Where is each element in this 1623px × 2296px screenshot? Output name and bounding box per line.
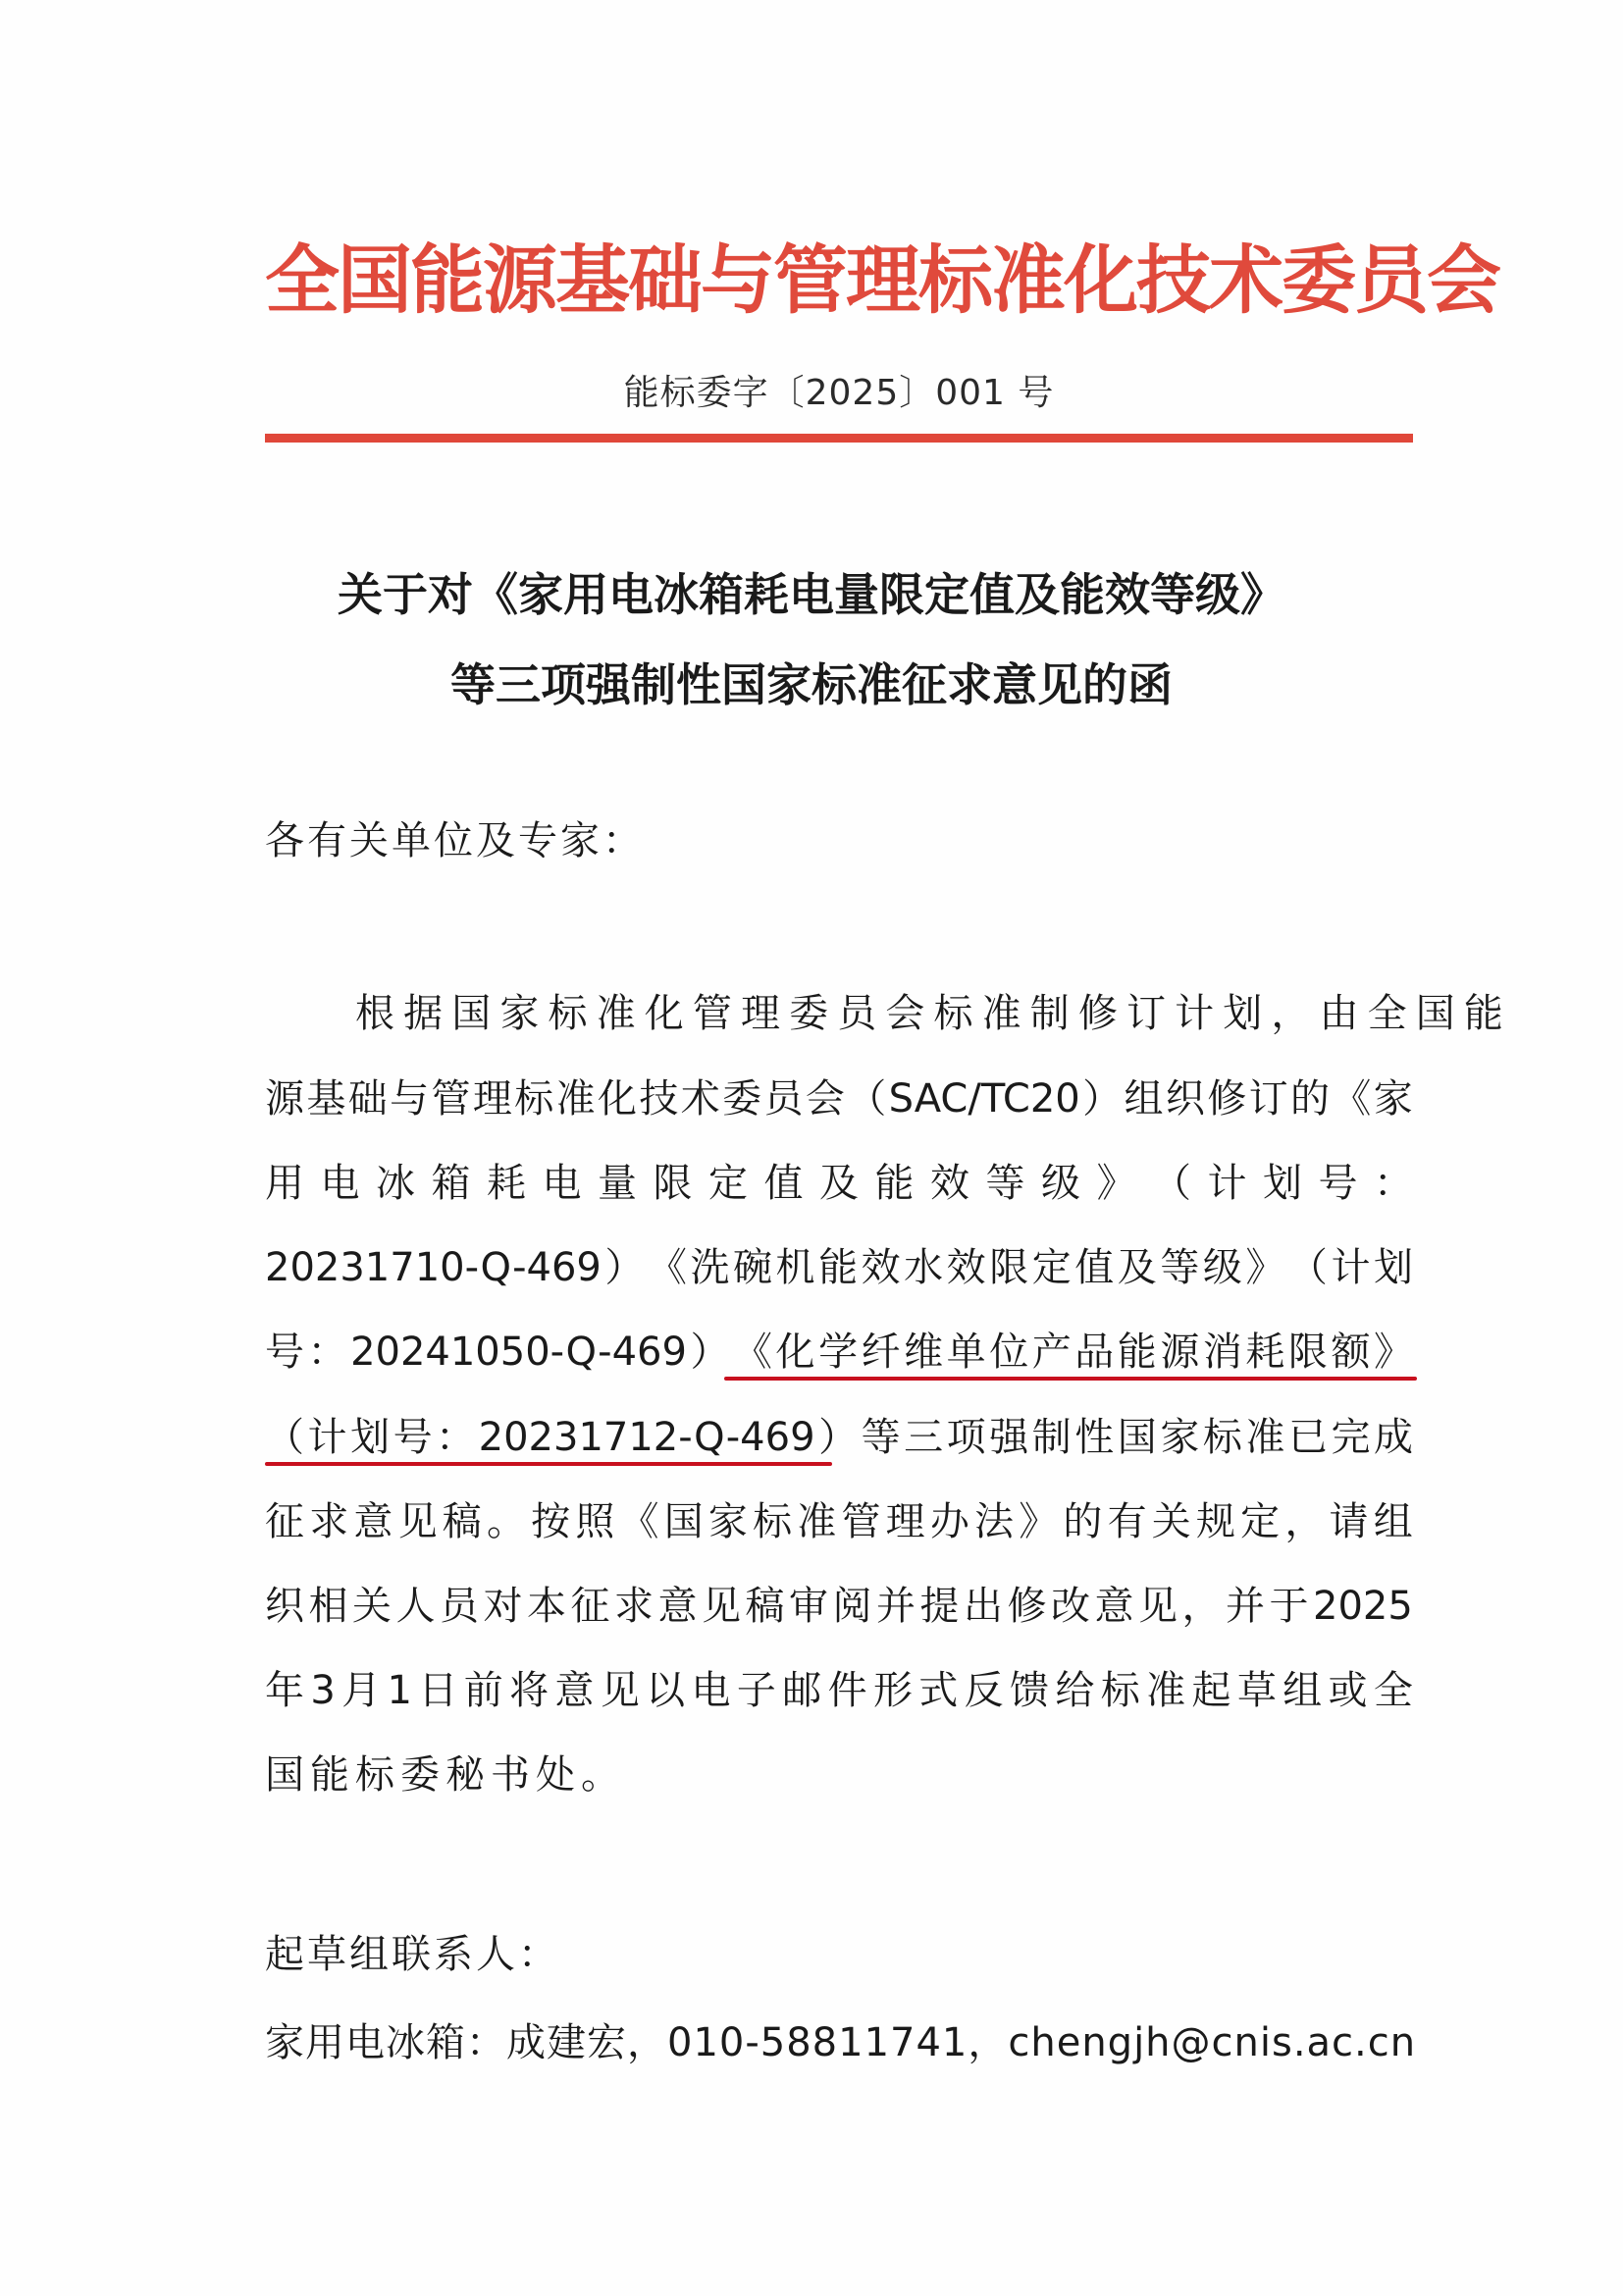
body-line: 源 基 础 与 管 理 标 准 化 技 术 委 员 会 （ SAC/TC20 ） 组 织 修 订 的 《 家 bbox=[265, 1076, 1413, 1122]
handwritten-underline-2 bbox=[265, 1462, 832, 1466]
contacts-heading: 起草组联系人： bbox=[265, 1932, 560, 1977]
salutation: 各有关单位及专家： bbox=[265, 818, 645, 863]
body-line: 根 据 国 家 标 准 化 管 理 委 员 会 标 准 制 修 订 计 划 ， 由 全 国 能 bbox=[355, 991, 1503, 1036]
body-line: 用 电 冰 箱 耗 电 量 限 定 值 及 能 效 等 级 》 （ 计 划 号 ： bbox=[265, 1161, 1413, 1206]
organization-title: 全国能源基础与管理标准化技术委员会 bbox=[265, 236, 1499, 324]
document-number: 能标委字〔2025〕001 号 bbox=[623, 373, 1055, 413]
subject-line-2: 等三项强制性国家标准征求意见的函 bbox=[450, 658, 1173, 711]
contact-line-fridge: 家用电冰箱：成建宏，010-58811741，chengjh@cnis.ac.cn bbox=[265, 2020, 1417, 2065]
body-line: 20231710-Q-469 ） 《 洗 碗 机 能 效 水 效 限 定 值 及 等 级 》 （ 计 划 bbox=[265, 1245, 1413, 1290]
header-red-rule bbox=[265, 434, 1413, 443]
body-line: 国能标委秘书处。 bbox=[265, 1752, 626, 1798]
body-line: 年 3 月 1 日 前 将 意 见 以 电 子 邮 件 形 式 反 馈 给 标 准 起 草 组 或 全 bbox=[265, 1668, 1413, 1713]
body-line: 织 相 关 人 员 对 本 征 求 意 见 稿 审 阅 并 提 出 修 改 意 见 ， 并 于 2025 bbox=[265, 1584, 1413, 1629]
body-line: 征 求 意 见 稿 。 按 照 《 国 家 标 准 管 理 办 法 》 的 有 关 规 定 ， 请 组 bbox=[265, 1499, 1413, 1544]
handwritten-underline-1 bbox=[724, 1377, 1417, 1381]
body-line: （ 计 划 号 ： 20231712-Q-469 ） 等 三 项 强 制 性 国 家 标 准 已 完 成 bbox=[265, 1415, 1413, 1460]
body-line: 号 ： 20241050-Q-469 ） 《 化 学 纤 维 单 位 产 品 能 源 消 耗 限 额 》 bbox=[265, 1330, 1413, 1375]
subject-line-1: 关于对《家用电冰箱耗电量限定值及能效等级》 bbox=[338, 568, 1285, 621]
